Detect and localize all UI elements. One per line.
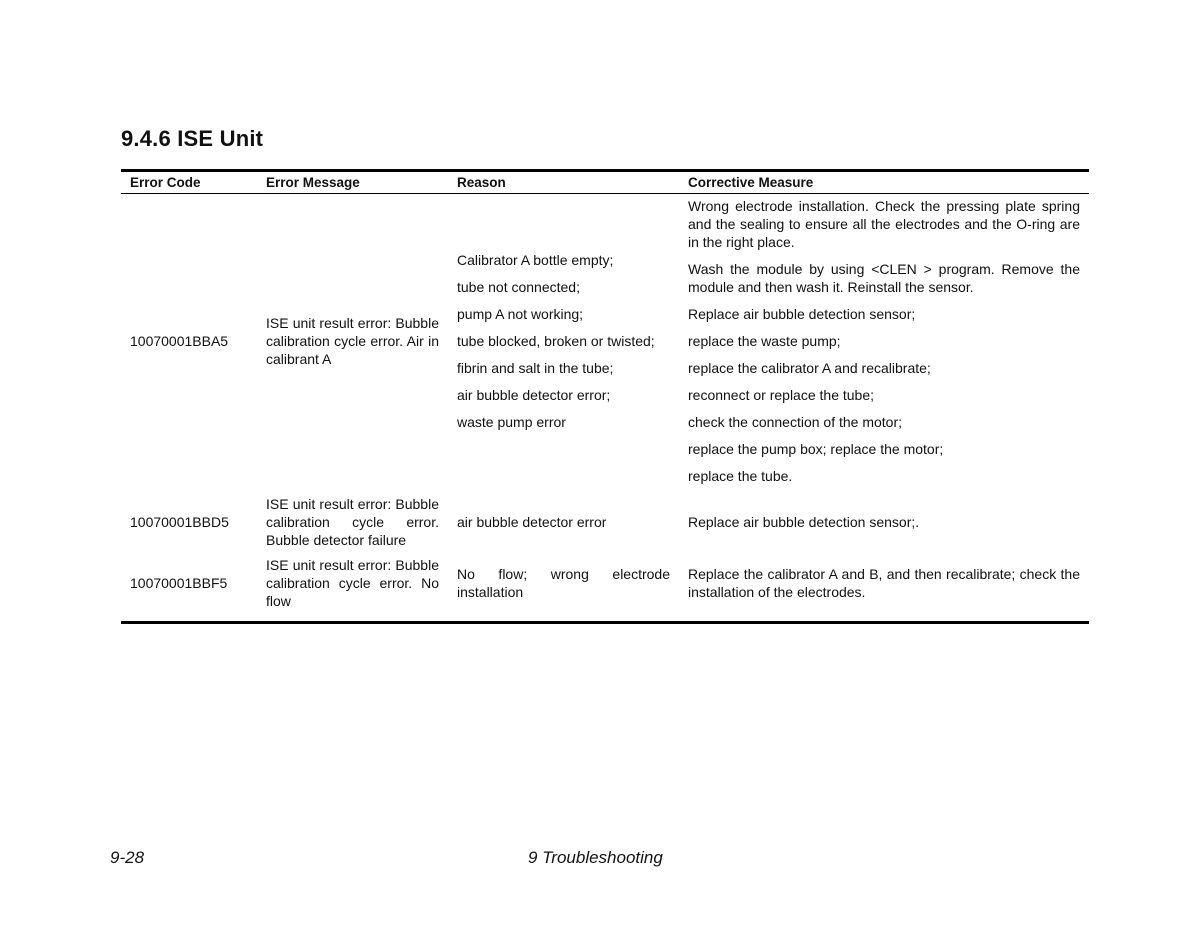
measure-item: Wash the module by using <CLEN > program. Remove the module and then wash it. Reinstall the sensor. [688, 261, 1080, 295]
reason-item: waste pump error [457, 414, 566, 430]
corrective-measure-cell [679, 194, 1089, 495]
page-number: 9-28 [110, 848, 145, 867]
header-reason: Reason [448, 172, 679, 194]
reason-item: Calibrator A bottle empty; [457, 252, 614, 268]
table-row [121, 553, 1089, 621]
corrective-measure-cell: Replace air bubble detection sensor;. [688, 514, 920, 530]
header-error-message: Error Message [257, 172, 448, 194]
error-message-cell: ISE unit result error: Bubble calibration cycle error. Bubble detector failure [266, 496, 439, 548]
table-row [121, 494, 1089, 553]
chapter-title: 9 Troubleshooting [528, 848, 663, 867]
reason-item: tube blocked, broken or twisted; [457, 333, 655, 349]
header-corrective-measure: Corrective Measure [679, 172, 1089, 194]
error-code-cell: 10070001BBF5 [130, 575, 228, 591]
error-table [121, 172, 1089, 621]
measure-item: Replace air bubble detection sensor; [688, 306, 916, 322]
table-row [121, 194, 1089, 495]
measure-item: reconnect or replace the tube; [688, 387, 875, 403]
error-table-container [121, 169, 1089, 624]
measure-item: replace the calibrator A and recalibrate; [688, 360, 931, 376]
error-message-cell: ISE unit result error: Bubble calibration cycle error. No flow [266, 557, 439, 609]
reason-item: tube not connected; [457, 279, 580, 295]
reason-item: air bubble detector error; [457, 387, 611, 403]
error-message-cell: ISE unit result error: Bubble calibration cycle error. Air in calibrant A [266, 315, 439, 367]
error-code-cell: 10070001BBA5 [130, 333, 229, 349]
reason-cell: air bubble detector error [457, 514, 607, 530]
table-header-row [121, 172, 1089, 194]
header-error-code: Error Code [121, 172, 257, 194]
measure-item: Wrong electrode installation. Check the pressing plate spring and the sealing to ensure all the electrodes and the O-ring are in the right place. [688, 198, 1080, 250]
measure-item: replace the waste pump; [688, 333, 841, 349]
reason-cell [448, 194, 679, 495]
measure-item: replace the pump box; replace the motor; [688, 441, 944, 457]
measure-item: check the connection of the motor; [688, 414, 903, 430]
reason-item: fibrin and salt in the tube; [457, 360, 614, 376]
measure-list [688, 197, 1080, 485]
corrective-measure-cell: Replace the calibrator A and B, and then recalibrate; check the installation of the electrodes. [688, 566, 1080, 600]
measure-item: replace the tube. [688, 468, 793, 484]
error-code-cell: 10070001BBD5 [130, 514, 229, 530]
reason-cell: No flow; wrong electrode installation [457, 566, 670, 600]
section-title: 9.4.6 ISE Unit [121, 126, 264, 151]
reason-list [457, 251, 670, 431]
reason-item: pump A not working; [457, 306, 584, 322]
